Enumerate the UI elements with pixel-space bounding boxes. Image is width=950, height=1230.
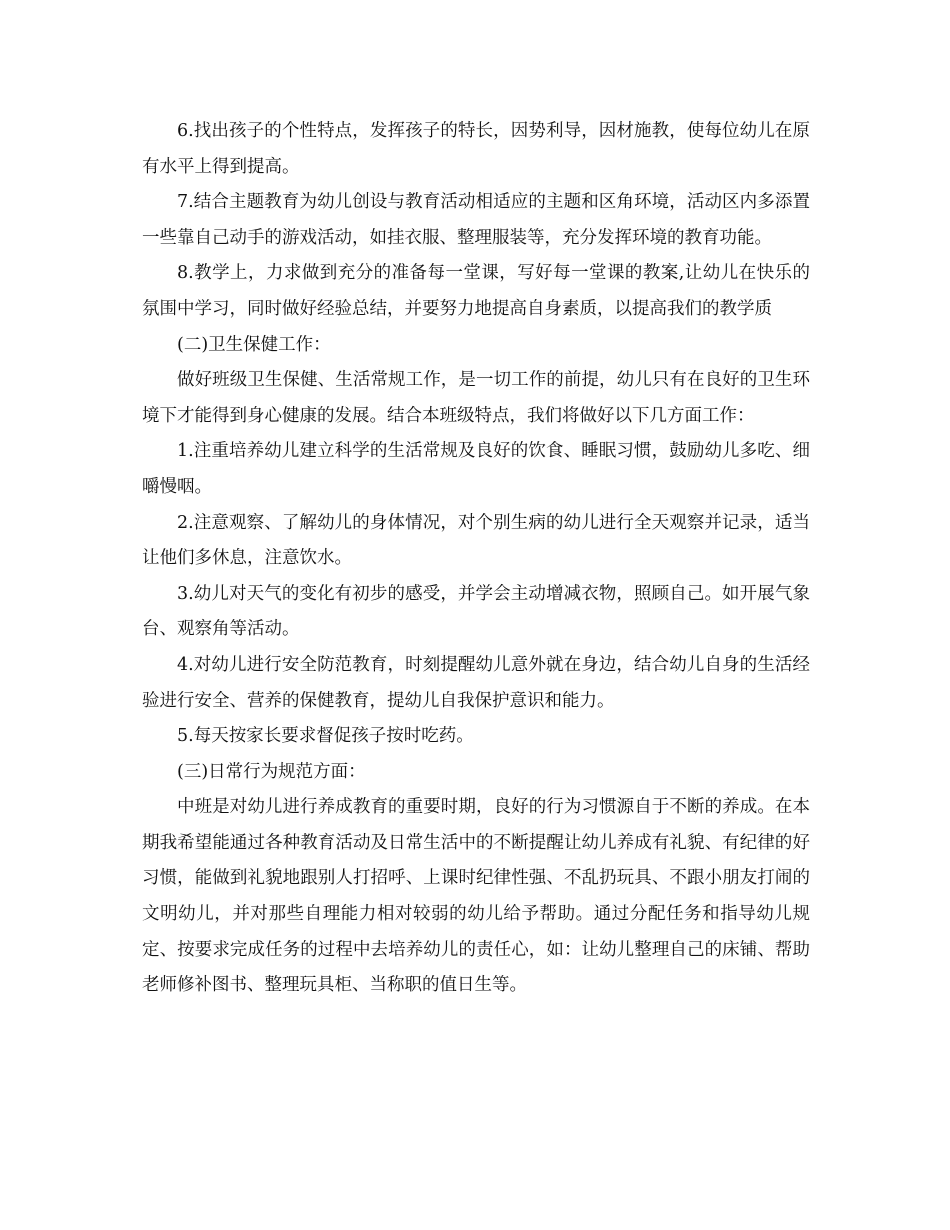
paragraph-hygiene-intro: 做好班级卫生保健、生活常规工作，是一切工作的前提，幼儿只有在良好的卫生环境下才能得到身心健康的发展。结合本班级特点，我们将做好以下几方面工作： <box>142 370 810 426</box>
paragraph-item-7: 7.结合主题教育为幼儿创设与教育活动相适应的主题和区角环境，活动区内多添置一些靠自己动手的游戏活动，如挂衣服、整理服装等，充分发挥环境的教育功能。 <box>142 192 810 248</box>
paragraph-hygiene-2: 2.注意观察、了解幼儿的身体情况，对个别生病的幼儿进行全天观察并记录，适当让他们多休息，注意饮水。 <box>142 512 810 569</box>
document-body <box>142 114 810 1004</box>
paragraph-hygiene-1: 1.注重培养幼儿建立科学的生活常规及良好的饮食、睡眠习惯，鼓励幼儿多吃、细嚼慢咽。 <box>142 441 810 497</box>
section-heading-behavior: (三)日常行为规范方面： <box>177 761 366 782</box>
paragraph-item-8: 8.教学上，力求做到充分的准备每一堂课，写好每一堂课的教案,让幼儿在快乐的氛围中学习，同时做好经验总结，并要努力地提高自身素质，以提高我们的教学质 <box>142 263 810 319</box>
paragraph-hygiene-5: 5.每天按家长要求督促孩子按时吃药。 <box>177 726 474 747</box>
section-heading-hygiene: (二)卫生保健工作： <box>177 334 331 355</box>
paragraph-hygiene-4: 4.对幼儿进行安全防范教育，时刻提醒幼儿意外就在身边，结合幼儿自身的生活经验进行安全、营养的保健教育，提幼儿自我保护意识和能力。 <box>142 654 810 711</box>
paragraph-hygiene-3: 3.幼儿对天气的变化有初步的感受，并学会主动增减衣物，照顾自己。如开展气象台、观察角等活动。 <box>142 583 810 640</box>
paragraph-behavior: 中班是对幼儿进行养成教育的重要时期，良好的行为习惯源自于不断的养成。在本期我希望能通过各种教育活动及日常生活中的不断提醒让幼儿养成有礼貌、有纪律的好习惯，能做到礼貌地跟别人打招呼、上课时纪律性强、不乱扔玩具、不跟小朋友打闹的文明幼儿，并对那些自理能力相对较弱的幼儿给予帮助。通过分配任务和指导幼儿规定、按要求完成任务的过程中去培养幼儿的责任心，如：让幼儿整理自己的床铺、帮助老师修补图书、整理玩具柜、当称职的值日生等。 <box>142 797 810 996</box>
paragraph-item-6: 6.找出孩子的个性特点，发挥孩子的特长，因势利导，因材施教，使每位幼儿在原有水平上得到提高。 <box>142 121 810 177</box>
